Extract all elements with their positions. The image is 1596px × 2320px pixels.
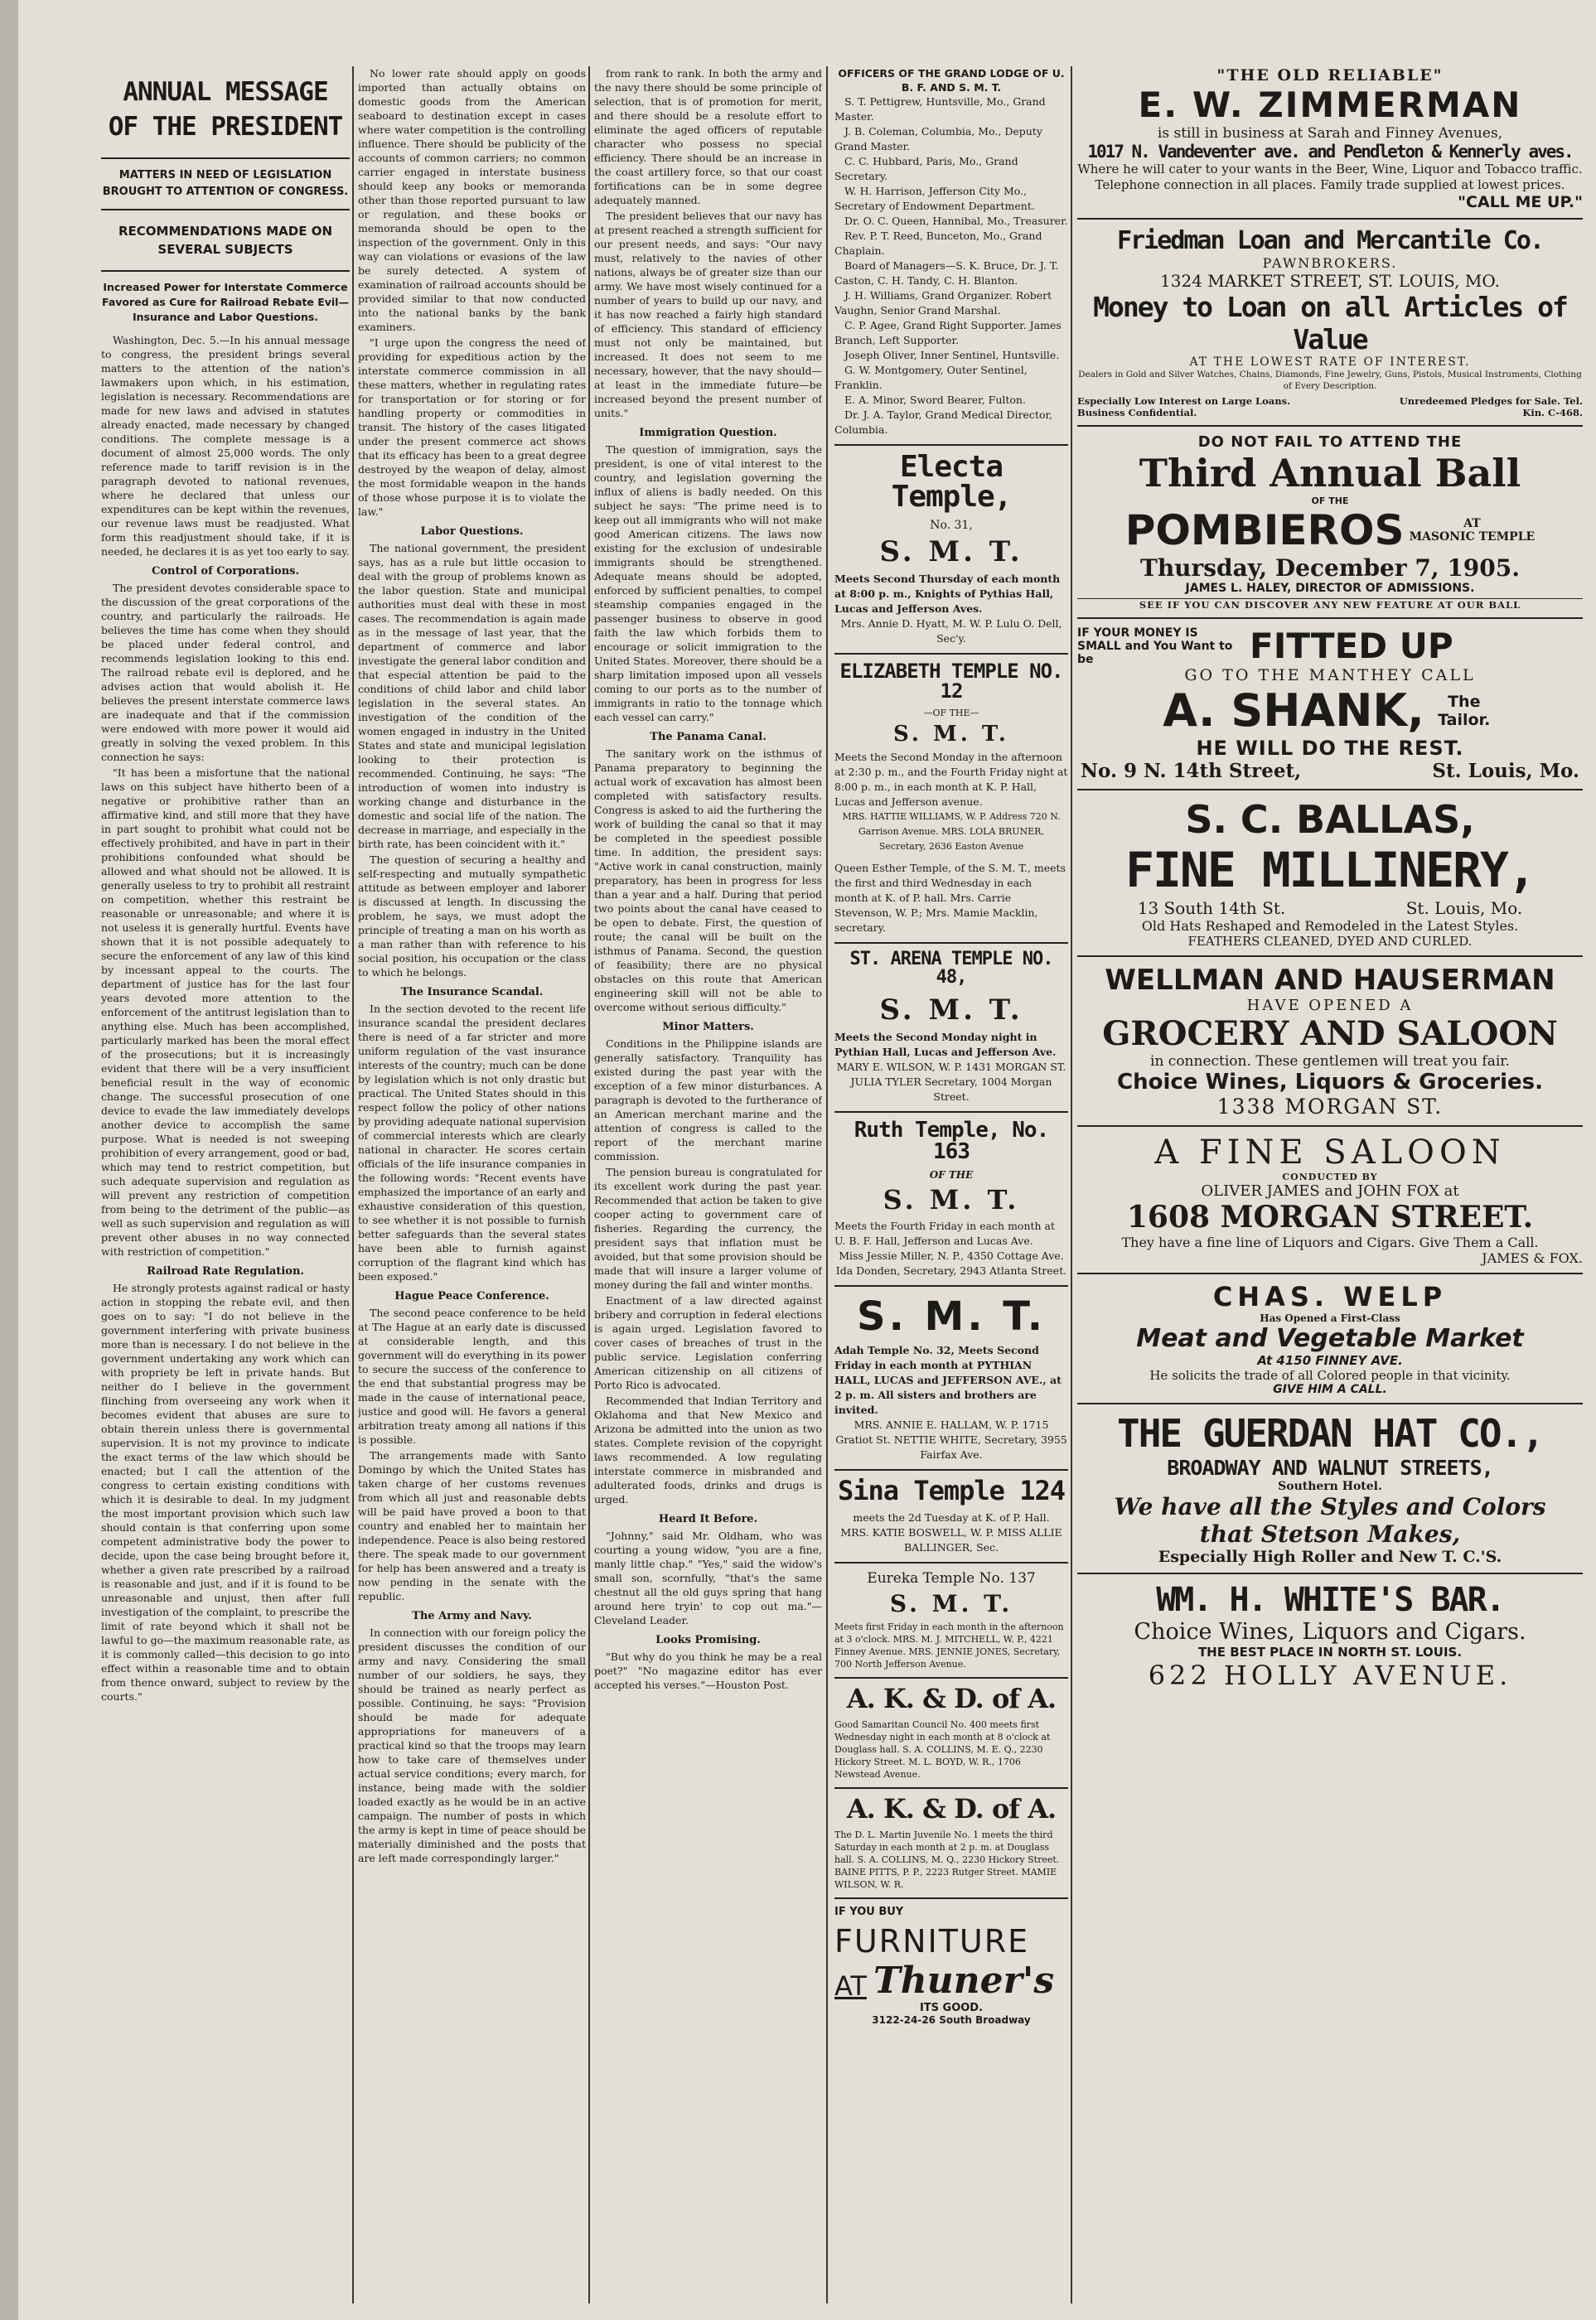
welp-opened: Has Opened a First-Class — [1260, 1312, 1400, 1324]
welp-market: Meat and Vegetable Market — [1136, 1324, 1524, 1353]
ball-line-2: Third Annual Ball — [1139, 451, 1521, 495]
officer-entry: G. W. Montgomery, Outer Sentinel, Franklin. — [834, 364, 1028, 391]
white-address: 622 HOLLY AVENUE. — [1148, 1660, 1512, 1691]
article-paragraph: "But why do you think he may be a real poet?" "No magazine editor has ever accepted his verses."—Houston Post. — [594, 1651, 822, 1691]
officers-list — [834, 94, 1068, 437]
shank-rest: HE WILL DO THE REST. — [1196, 737, 1464, 760]
divider — [834, 1677, 1068, 1679]
wellman-name: WELLMAN AND HAUSERMAN — [1105, 964, 1555, 997]
eureka-title: Eureka Temple No. 137 — [867, 1570, 1036, 1587]
divider — [1077, 1125, 1583, 1127]
welp-call: GIVE HIM A CALL. — [1273, 1383, 1387, 1396]
shank-line-1: IF YOUR MONEY IS SMALL and You Want to be — [1077, 626, 1233, 666]
officer-entry: Board of Managers—S. K. Bruce, Dr. J. T. Caston, C. H. Tandy, C. H. Blanton. — [834, 259, 1059, 287]
wellman-connection: in connection. These gentlemen will treat you fair. — [1150, 1053, 1510, 1070]
eureka-body: Meets first Friday in each month in the afternoon at 3 o'clock. MRS. M. J. MITCHELL, W. P., 4221 Finney Avenue. MRS. JENNIE JONES, Secretary, 700 North Jefferson Avenue. — [834, 1622, 1064, 1670]
article-paragraph: In the section devoted to the recent life insurance scandal the president declares there is need of a far stricter and more uniform regulation of the vast insurance interests of the country; much can be done by legislation which is not only drastic but practical. The United States should in this respect follow the policy of other nations by providing adequate national supervision of commercial interests which are clearly national in character. He scores certain officials of the life insurance companies in the following words: "Recent events have emphasized the importance of an early and exhaustive consideration of this question, to see whether it is not possible to furnish better safeguards than the several states have been able to furnish against corruption of the flagrant kind which has been exposed." — [358, 1003, 586, 1283]
ball-of: OF THE — [1311, 495, 1349, 506]
shank-name: A. SHANK, — [1163, 684, 1424, 737]
friedman-footer — [1077, 395, 1583, 418]
article-paragraph: The sanitary work on the isthmus of Panama preparatory to beginning the actual work of excavation has almost been completed with satisfactory results. Congress is asked to aid the furthering the work of building the canal so that it may be completed in the speediest possible time. In addition, the president says: "Active work in canal construction, mainly preparatory, has been in progress for less than a year and a half. During that period two points about the canal have ceased to be open to debate. First, the question of route; the canal will be built on the isthmus of Panama. Second, the question of feasibility; there are no physical obstacles on this route that American engineering skill will not be able to overcome without serious difficulty." — [594, 747, 822, 1013]
elizabeth-officers: MRS. HATTIE WILLIAMS, W. P. Address 720 N. Garrison Avenue. MRS. LOLA BRUNER, Secretary, 2636 Easton Avenue — [842, 811, 1061, 852]
white-best: THE BEST PLACE IN NORTH ST. LOUIS. — [1197, 1645, 1463, 1660]
ball-line-1: DO NOT FAIL TO ATTEND THE — [1197, 433, 1463, 451]
officer-entry: J. B. Coleman, Columbia, Mo., Deputy Grand Master. — [834, 125, 1042, 152]
article-paragraph: Washington, Dec. 5.—In his annual message to congress, the president brings several matters to the attention of the nation's lawmakers upon which, in his estimation, legislation is necessary. Recommendations are made for new laws and advised in statutes already enacted, made necessary by changed conditions. The complete message is a document of almost 25,000 words. The only reference made to tariff revision is in the paragraph devoted to national revenues, where he declared that unless our expenditures can be kept within the revenues, our revenue laws must be readjusted. What form this readjustment should take, if it is needed, he declares it is as yet too early to say. — [101, 334, 350, 558]
fine-saloon-ad — [1077, 1133, 1583, 1266]
column-rule — [826, 66, 828, 2303]
saloon-title: A FINE SALOON — [1154, 1133, 1506, 1172]
ruth-smt: S. M. T. — [883, 1184, 1020, 1216]
guerdan-name: THE GUERDAN HAT CO., — [1117, 1411, 1543, 1456]
saloon-names: OLIVER JAMES and JOHN FOX at — [1201, 1182, 1459, 1200]
ball-venue: MASONIC TEMPLE — [1409, 530, 1536, 544]
subheading: Minor Matters. — [662, 1021, 754, 1033]
deck-1: MATTERS IN NEED OF LEGISLATION BROUGHT TO ATTENTION OF CONGRESS. — [102, 169, 349, 198]
article-paragraph: The question of securing a healthy and self-respecting and mutually sympathetic attitude as between employer and laborer is discussed at length. In discussing the problem, he says, we must adopt the principle of treating a man on his worth as a man rather than with reference to his social position, his occupation or the class to which he belongs. — [358, 853, 586, 979]
ball-name: POMBIEROS — [1124, 506, 1405, 554]
white-bar-ad — [1077, 1581, 1583, 1691]
divider — [1077, 617, 1583, 619]
divider — [834, 1897, 1068, 1899]
zimmerman-call: "CALL ME UP." — [1458, 193, 1583, 211]
saloon-conducted: CONDUCTED BY — [1282, 1172, 1378, 1182]
column-rule — [352, 66, 354, 2303]
wellman-address: 1338 MORGAN ST. — [1216, 1095, 1444, 1119]
officer-entry: E. A. Minor, Sword Bearer, Fulton. — [844, 394, 1026, 406]
zimmerman-name: E. W. ZIMMERMAN — [1138, 85, 1522, 125]
deck-3: Increased Power for Interstate Commerce Favored as Cure for Railroad Rebate Evil—Insurance and Labor Questions. — [102, 281, 349, 323]
electa-body: Meets Second Thursday of each month at 8:00 p. m., Knights of Pythias Hall, Lucas and Jefferson Aves. — [834, 573, 1061, 615]
elizabeth-title: ELIZABETH TEMPLE NO. 12 — [839, 660, 1063, 703]
column-message-continued — [358, 66, 586, 1867]
akd2-title: A. K. & D. of A. — [846, 1793, 1057, 1825]
welp-trade: He solicits the trade of all Colored people in that vicinity. — [1149, 1368, 1511, 1383]
welp-address: At 4150 FINNEY AVE. — [1257, 1353, 1403, 1368]
divider — [101, 270, 350, 272]
elizabeth-of: —OF THE— — [923, 708, 979, 718]
furniture-good: ITS GOOD. — [919, 2002, 984, 2014]
officer-entry: Dr. J. A. Taylor, Grand Medical Director, Columbia. — [834, 408, 1053, 436]
arena-title: ST. ARENA TEMPLE NO. 48, — [849, 949, 1053, 988]
furniture-word: FURNITURE — [834, 1923, 1030, 1960]
article-paragraph: The president devotes considerable space to the discussion of the great corporations of the country, and particularly the railroads. He believes the time has come when they should be placed under federal control, and recommends legislation looking to this end. The railroad rebate evil is deplored, and he advises action that would abolish it. He believes the present interstate commerce laws are inadequate and that if the commission were endowed with more power it would aid greatly in solving the vexed problem. In this connection he says: — [101, 582, 350, 763]
akd1-title: A. K. & D. of A. — [846, 1683, 1057, 1714]
furniture-brand-row — [834, 1960, 1068, 2002]
guerdan-ad — [1077, 1411, 1583, 1566]
ball-venue-block — [1410, 517, 1536, 544]
saloon-address: 1608 MORGAN STREET. — [1126, 1200, 1534, 1235]
elizabeth-body: Meets the Second Monday in the afternoon at 2:30 p. m., and the Fourth Friday night at 8:00 p. m., in each month at K. P. Hall, Lucas and Jefferson avenue. — [834, 751, 1068, 808]
wellman-opened: HAVE OPENED A — [1246, 997, 1414, 1014]
friedman-ad — [1077, 226, 1583, 418]
zimmerman-ad — [1077, 66, 1583, 211]
ballas-line-1: Old Hats Reshaped and Remodeled in the Latest Styles. — [1141, 918, 1519, 934]
ruth-of: OF THE — [929, 1169, 974, 1181]
ballas-fine: FINE MILLINERY, — [1125, 842, 1535, 898]
divider — [834, 1469, 1068, 1471]
article-paragraph: "Johnny," said Mr. Oldham, who was courting a young widow, "you are a fine, manly little chap." "Yes," said the widow's small son, scornfully, "that's the same chestnut all the old guys spring that hang around here tryin' to cop out ma."—Cleveland Leader. — [594, 1530, 822, 1626]
zimmerman-line-3: Where he will cater to your wants in the Beer, Wine, Liquor and Tobacco traffic. Telephone connection in all places. Family trade supplied at lowest prices. — [1077, 162, 1583, 192]
friedman-sub: PAWNBROKERS. — [1262, 255, 1398, 271]
divider — [834, 1562, 1068, 1564]
deck-2: RECOMMENDATIONS MADE ON SEVERAL SUBJECTS — [118, 224, 332, 257]
article-paragraph: The pension bureau is congratulated for its excellent work during the past year. Recommended that action be taken to give cooper acting to government care of fisheries. Regarding the currency, the president says that inflation must be avoided, but that some provision should be made that will insure a larger volume of money during the fall and winter months. — [594, 1166, 822, 1291]
ball-name-row — [1077, 506, 1583, 554]
zimmerman-tag: "THE OLD RELIABLE" — [1216, 66, 1444, 85]
arena-wp: MARY E. WILSON, W. P. 1431 MORGAN ST. — [836, 1061, 1066, 1073]
arena-secretary: JULIA TYLER Secretary, 1004 Morgan Street. — [850, 1075, 1052, 1103]
friedman-address: 1324 MARKET STREET, ST. LOUIS, MO. — [1160, 271, 1500, 291]
column-lodge-notices — [834, 66, 1068, 2026]
ballas-name: S. C. BALLAS, — [1185, 797, 1475, 842]
guerdan-streets: BROADWAY AND WALNUT STREETS, — [1167, 1456, 1493, 1480]
electa-number: No. 31, — [930, 519, 973, 532]
white-name: WM. H. WHITE'S BAR. — [1156, 1581, 1504, 1619]
ballas-address-right: St. Louis, Mo. — [1405, 898, 1523, 918]
officer-entry: W. H. Harrison, Jefferson City Mo., Secretary of Endowment Department. — [834, 185, 1035, 212]
arena-body: Meets the Second Monday night in Pythian Hall, Lucas and Jefferson Ave. — [834, 1031, 1057, 1058]
friedman-money: Money to Loan on all Articles of Value — [1093, 291, 1567, 355]
article-paragraph: Recommended that Indian Territory and Oklahoma and that New Mexico and Arizona be admitted into the union as two states. Complete revision of the copyright laws recommended. A low regulating interstate commerce in misbranded and adulterated foods, drinks and drugs is urged. — [594, 1394, 822, 1506]
adah-body: Adah Temple No. 32, Meets Second Friday in each month at PYTHIAN HALL, LUCAS and JEFFERSON AVE., at 2 p. m. All sisters and brothers are invited. — [834, 1344, 1062, 1416]
subheading: Immigration Question. — [639, 427, 777, 439]
furniture-at: AT — [834, 1970, 867, 2002]
officers-title: OFFICERS OF THE GRAND LODGE OF U. B. F. AND S. M. T. — [838, 67, 1065, 94]
friedman-footer-right: Unredeemed Pledges for Sale. Tel. Kin. C-468. — [1399, 395, 1583, 418]
ballas-line-2: FEATHERS CLEANED, DYED AND CURLED. — [1187, 934, 1473, 949]
subheading: Railroad Rate Regulation. — [147, 1265, 304, 1278]
article-paragraph: In connection with our foreign policy the president discusses the condition of our army and navy. Considering the small number of our soldiers, he says, they should be trained as nearly perfect as possible. Continuing, he says: "Provision should be made for adequate appropriations for maneuvers of a practical kind so that the troops may learn how to take care of themselves under actual service conditions; every march, for instance, being made with the soldier loaded exactly as he would be in an active campaign. The number of posts in which the army is kept in time of peace should be materially diminished and the posts that are left made correspondingly larger." — [358, 1626, 586, 1864]
ruth-body: Meets the Fourth Friday in each month at U. B. F. Hall, Jefferson and Lucas Ave. — [834, 1220, 1056, 1247]
article-paragraph: The question of immigration, says the president, is one of vital interest to the country, and legislation governing the influx of aliens is badly needed. On this subject he says: "The prime need is to keep out all immigrants who will not make good American citizens. The laws now existing for the exclusion of undesirable immigrants should be strengthened. Adequate means should be adopted, enforced by sufficient penalties, to compel steamship companies engaged in the passenger business to observe in good faith the law which forbids them to encourage or solicit immigration to the United States. Moreover, there should be a sharp limitation imposed upon all vessels coming to our ports as to the number of immigrants in ratio to the tonnage which each vessel can carry." — [594, 443, 822, 723]
divider — [1077, 789, 1583, 790]
ruth-title: Ruth Temple, No. 163 — [854, 1118, 1049, 1164]
divider — [1077, 1573, 1583, 1574]
friedman-rate: AT THE LOWEST RATE OF INTEREST. — [1189, 355, 1471, 369]
subheading: Hague Peace Conference. — [394, 1290, 549, 1303]
guerdan-line-3: Especially High Roller and New T. C.'S. — [1158, 1548, 1502, 1566]
column-advertisements — [1077, 66, 1583, 1691]
shank-fitted: FITTED UP — [1250, 626, 1453, 666]
shank-address-left: No. 9 N. 14th Street, — [1081, 760, 1302, 782]
divider — [1077, 1403, 1583, 1404]
welp-name: CHAS. WELP — [1212, 1281, 1448, 1312]
article-paragraph: No lower rate should apply on goods imported than actually obtains on domestic goods from the American seaboard to destination except in cases where water competition is the controlling influence. There should be publicity of the accounts of common carriers; no common carrier engaged in interstate business should keep any books or memoranda other than those reported pursuant to law or regulation, and these books or memoranda should be open to the inspection of the government. Only in this way can violations or evasions of the law be surely detected. A system of examination of railroad accounts should be provided similar to that now conducted into the national banks by the bank examiners. — [358, 67, 586, 333]
zimmerman-line-2: 1017 N. Vandeventer ave. and Pendleton & Kennerly aves. — [1087, 142, 1573, 162]
ball-footer: SEE IF YOU CAN DISCOVER ANY NEW FEATURE AT OUR BALL — [1077, 598, 1583, 611]
sina-title: Sina Temple 124 — [838, 1475, 1065, 1506]
officer-entry: J. H. Williams, Grand Organizer. Robert Vaughn, Senior Grand Marshal. — [834, 289, 1052, 317]
white-choice: Choice Wines, Liquors and Cigars. — [1134, 1619, 1526, 1645]
shank-address-right: St. Louis, Mo. — [1432, 760, 1579, 782]
friedman-name: Friedman Loan and Mercantile Co. — [1117, 226, 1543, 255]
shank-tailor: The Tailor. — [1438, 692, 1491, 729]
saloon-line: They have a fine line of Liquors and Cigars. Give Them a Call. — [1121, 1235, 1539, 1250]
wellman-choice: Choice Wines, Liquors & Groceries. — [1117, 1070, 1543, 1095]
shank-name-row — [1077, 684, 1583, 737]
subheading: Heard It Before. — [658, 1513, 758, 1525]
officer-entry: C. C. Hubbard, Paris, Mo., Grand Secretary. — [834, 155, 1018, 182]
guerdan-hotel: Southern Hotel. — [1278, 1480, 1382, 1493]
article-paragraph: "I urge upon the congress the need of providing for expeditious action by the interstate commerce commission in all these matters, whether in regulating rates for transportation or for storing or for handling property or commodities in transit. The history of the cases litigated under the present commerce act shows that its efficacy has been to a great degree destroyed by the weapon of delay, almost the most formidable weapon in the hands of those whose purpose it is to violate the law." — [358, 336, 586, 518]
ballas-ad — [1077, 797, 1583, 949]
divider — [834, 653, 1068, 655]
subheading: The Panama Canal. — [650, 731, 767, 743]
friedman-footer-left: Especially Low Interest on Large Loans. Business Confidential. — [1077, 395, 1291, 418]
divider — [1077, 425, 1583, 427]
officer-entry: Rev. P. T. Reed, Bunceton, Mo., Grand Chaplain. — [834, 230, 1042, 257]
shank-address-row — [1081, 760, 1579, 782]
electa-title: Electa Temple, — [891, 450, 1012, 514]
divider — [834, 1111, 1068, 1113]
sina-body: meets the 2d Tuesday at K. of P. Hall. — [853, 1511, 1050, 1524]
furniture-address: 3122-24-26 South Broadway — [872, 2014, 1031, 2026]
divider — [834, 942, 1068, 944]
article-paragraph: from rank to rank. In both the army and the navy there should be some principle of selection, that is of promotion for merit, and there should be a resolute effort to eliminate the aged officers of reputable character who possess no special efficiency. There should be an increase in the coast artillery force, so that our coast fortifications can be in some degree adequately manned. — [594, 67, 822, 206]
article-paragraph: The second peace conference to be held at The Hague at an early date is discussed at considerable length, and this government will do everything in its power to secure the success of the conference to the end that substantial progress may be made in the cause of international peace, justice and good will. He favors a general arbitration treaty among all nations if this is possible. — [358, 1307, 586, 1446]
shank-top-row — [1077, 626, 1583, 666]
ruth-officers: Miss Jessie Miller, N. P., 4350 Cottage Ave. Ida Donden, Secretary, 2943 Atlanta Street. — [835, 1249, 1067, 1277]
column-rule — [588, 66, 590, 2303]
adah-smt: S. M. T. — [857, 1293, 1046, 1340]
article-paragraph: "It has been a misfortune that the national laws on this subject have hitherto been of a negative or prohibitive rather than an affirmative kind, and still more that they have in part sought to prohibit what could not be effectively prohibited, and have in part in their prohibitions confounded what should be allowed and what should not be allowed. It is generally useless to try to prohibit all restraint on competition, whether this restraint be reasonable or unreasonable; and where it is not useless it is generally hurtful. Events have shown that it is not possible adequately to secure the enforcement of any law of this kind by incessant appeal to the courts. The department of justice has for the last four years devoted more attention to the enforcement of the antitrust legislation than to anything else. Much has been accomplished, particularly marked has been the moral effect of the prosecutions; but it is increasingly evident that there will be a very insufficient beneficial result in the way of economic change. The successful prosecution of one device to evade the law immediately develops another device to accomplish the same purpose. What is needed is not sweeping prohibition of every arrangement, good or bad, which may tend to restrict competition, but such adequate supervision and regulation as will prevent any restriction of competition from being to the detriment of the public—as well as such supervision and regulation as will prevent other abuses in no way connected with restriction of competition." — [101, 766, 350, 1258]
zimmerman-line-1: is still in business at Sarah and Finney Avenues, — [1157, 125, 1503, 142]
ball-at: AT — [1463, 517, 1481, 530]
akd2-body: The D. L. Martin Juvenile No. 1 meets the third Saturday in each month at 2 p. m. at Douglass hall. S. A. COLLINS, M. Q., 2230 Hickory Street. BAINE PITTS, P. P., 2223 Rutger Street. MAMIE WILSON, W. R. — [834, 1829, 1060, 1890]
friedman-dealers: Dealers in Gold and Silver Watches, Chains, Diamonds, Fine Jewelry, Guns, Pistols, Musical Instruments, Clothing of Every Description. — [1078, 370, 1582, 391]
divider — [101, 209, 350, 210]
subheading: Looks Promising. — [655, 1634, 761, 1646]
article-paragraph: Conditions in the Philippine islands are generally satisfactory. Tranquility has existed during the past year with the exception of a few minor disturbances. A paragraph is devoted to the furtherance of an American merchant marine and the attention of congress is called to the report of the merchant marine commission. — [594, 1037, 822, 1162]
officer-entry: Joseph Oliver, Inner Sentinel, Huntsville. — [844, 349, 1060, 361]
headline: ANNUAL MESSAGE OF THE PRESIDENT — [108, 77, 343, 142]
officer-entry: Dr. O. C. Queen, Hannibal, Mo., Treasurer. — [844, 215, 1068, 227]
eureka-smt: S. M. T. — [889, 1590, 1013, 1617]
officer-entry: C. P. Agee, Grand Right Supporter. James Branch, Left Supporter. — [834, 319, 1062, 346]
wellman-ad — [1077, 964, 1583, 1119]
article-paragraph: Enactment of a law directed against bribery and corruption in federal elections is again urged. Legislation favored to cover cases of breaches of trust in the public service. Legislation conferring American citizenship on all citizens of Porto Rico is advocated. — [594, 1294, 822, 1391]
ball-director: JAMES L. HALEY, DIRECTOR OF ADMISSIONS. — [1185, 582, 1475, 595]
shank-ad — [1077, 626, 1583, 782]
adah-officers: MRS. ANNIE E. HALLAM, W. P. 1715 Gratiot St. NETTIE WHITE, Secretary, 3955 Fairfax Ave. — [835, 1419, 1067, 1461]
divider — [834, 1787, 1068, 1789]
saloon-signature: JAMES & FOX. — [1482, 1250, 1583, 1266]
column-rule — [1071, 66, 1072, 2303]
article-paragraph: The arrangements made with Santo Domingo by which the United States has taken charge of her customs revenues from which all just and reasonable debts will be paid have proved a boon to that country and enabled her to maintain her independence. Peace is also being restored there. The speak made to our government for help has been answered and a treaty is now pending in the senate with the republic. — [358, 1449, 586, 1602]
article-paragraph: He strongly protests against radical or hasty action in stopping the rebate evil, and then goes on to say: "I do not believe in the government interfering with private business more than is necessary. I do not believe in the government undertaking any work which can with propriety be left in private hands. But neither do I believe in the government flinching from overseeing any work when it becomes evident that abuses are sure to obtain therein unless there is governmental supervision. It is not my province to indicate the exact terms of the law which should be enacted; but I call the attention of the congress to certain existing conditions with which it is desirable to deal. In my judgment the most important provision which such law should contain is that conferring upon some competent administrative body the power to decide, upon the case being brought before it, whether a given rate prescribed by a railroad is reasonable and just, and if it is found to be unreasonable and unjust, then after full investigation of the complaint, to prescribe the limit of rate beyond which it shall not be lawful to go—the maximum reasonable rate, as it is commonly called—this decision to go into effect within a reasonable time and to obtain from thence onward, subject to review by the courts." — [101, 1282, 350, 1703]
welp-ad — [1077, 1281, 1583, 1396]
subheading: Labor Questions. — [420, 525, 524, 538]
electa-smt: S. M. T. — [879, 535, 1023, 568]
article-paragraph: The president believes that our navy has at present reached a strength sufficient for our present needs, and says: "Our navy must, relatively to the navies of other nations, always be of greater size than our army. We have most wisely continued for a number of years to build up our navy, and it has now reached a fairly high standard of efficiency. This standard of efficiency must not only be maintained, but increased. It does not seem to me necessary, however, that the navy should—at least in the immediate future—be increased beyond the present number of units." — [594, 210, 822, 419]
furniture-top: IF YOU BUY — [834, 1906, 904, 1918]
officer-entry: S. T. Pettigrew, Huntsville, Mo., Grand Master. — [834, 95, 1046, 123]
wellman-store: GROCERY AND SALOON — [1102, 1014, 1558, 1053]
akd1-body: Good Samaritan Council No. 400 meets first Wednesday night in each month at 8 o'clock at Douglass hall. S. A. COLLINS, M. E. Q., 2230 Hickory Street. M. L. BOYD, W. R., 1706 Newstead Avenue. — [834, 1719, 1051, 1780]
newspaper-page — [18, 0, 1596, 2320]
divider — [101, 157, 350, 159]
elizabeth-smt: S. M. T. — [893, 722, 1009, 747]
queen-esther-notice: Queen Esther Temple, of the S. M. T., meets the first and third Wednesday in each month at K. of P. hall. Mrs. Carrie Stevenson, W. P.; Mrs. Mamie Macklin, secretary. — [834, 862, 1066, 934]
ballas-address-left: 13 South 14th St. — [1137, 898, 1286, 918]
ballas-address-row — [1077, 898, 1583, 918]
sina-officers: MRS. KATIE BOSWELL, W. P. MISS ALLIE BALLINGER, Sec. — [840, 1526, 1062, 1554]
column-message-end — [594, 66, 822, 1694]
subheading: The Insurance Scandal. — [400, 986, 544, 998]
divider — [834, 444, 1068, 446]
electa-officers: Mrs. Annie D. Hyatt, M. W. P. Lulu O. Dell, Sec'y. — [840, 617, 1062, 645]
divider — [1077, 955, 1583, 957]
subheading: The Army and Navy. — [412, 1610, 532, 1622]
column-president-message — [101, 66, 350, 1705]
furniture-brand: Thuner's — [873, 1960, 1055, 2002]
guerdan-line-1: We have all the Styles and Colors — [1114, 1493, 1546, 1520]
pombieros-ball-ad — [1077, 433, 1583, 611]
guerdan-line-2: that Stetson Makes, — [1199, 1520, 1461, 1548]
ball-date: Thursday, December 7, 1905. — [1139, 554, 1520, 582]
article-paragraph: The national government, the president says, has as a rule but little occasion to deal with the group of problems known as the labor question. State and municipal authorities must deal with these in most cases. The recommendation is again made as in the message of last year, that the department of commerce and labor investigate the general labor condition and that especial attention be paid to the conditions of child labor and child labor legislation in the several states. An investigation of the condition of the women engaged in industry in the United States and state and municipal legislation looking to their protection is recommended. Continuing, he says: "The introduction of women into industry is working change and disturbance in the domestic and social life of the nation. The decrease in marriage, and especially in the birth rate, has been coincident with it." — [358, 542, 586, 850]
divider — [1077, 218, 1583, 220]
shank-go: GO TO THE MANTHEY CALL — [1184, 666, 1476, 684]
divider — [1077, 1273, 1583, 1274]
subheading: Control of Corporations. — [151, 565, 300, 578]
divider — [834, 1285, 1068, 1287]
arena-smt: S. M. T. — [879, 993, 1023, 1027]
